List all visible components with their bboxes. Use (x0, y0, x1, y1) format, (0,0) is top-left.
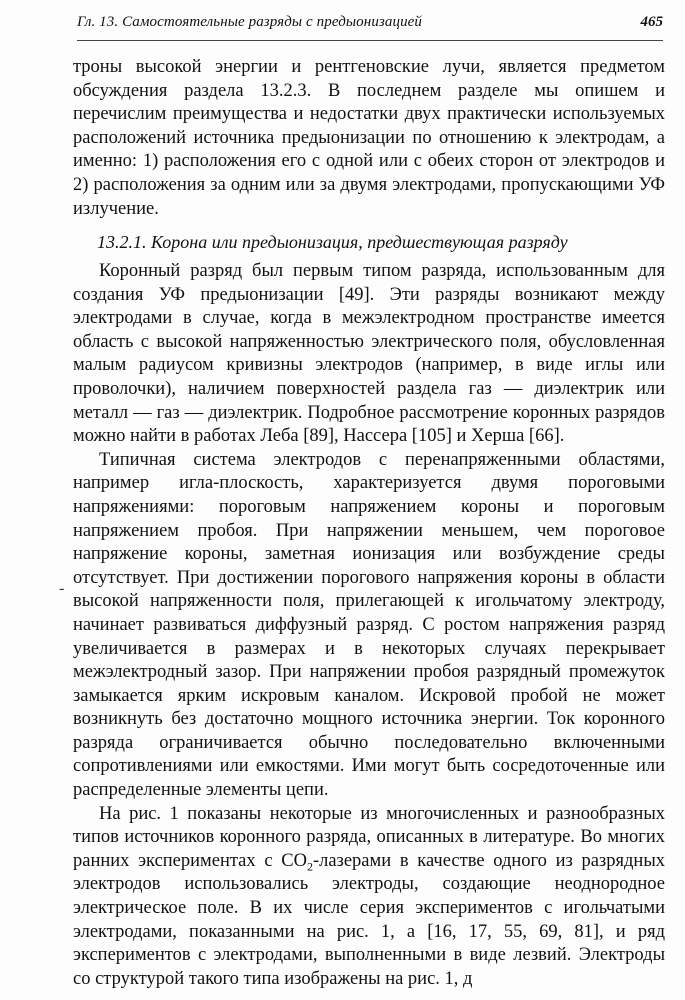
intro-paragraph: троны высокой энергии и рентгеновские лучи, является предметом обсуждения раздела 13.2.3. В последнем разделе мы опишем и перечислим преимущества и недостатки двух практически используемых расположений источника предыонизации по отношению к электродам, а именно: 1) расположения его с одной или с обеих сторон от электродов и 2) расположения за одним или за двумя электродами, пропускающими УФ излучение. (73, 57, 665, 219)
chapter-title: Гл. 13. Самостоятельные разряды с предыонизацией (77, 14, 423, 30)
margin-mark: - (59, 580, 65, 597)
page-number: 465 (640, 14, 663, 30)
intro-text-block (73, 56, 665, 221)
co2-text-part-1: На рис. 1 показаны некоторые из многочисленных и разнообразных типов источников коронного разряда, описанных в литературе. Во многих ранних экспериментах с CO (73, 803, 665, 871)
paragraph-corona-intro: Коронный разряд был первым типом разряда, использованным для создания УФ предыонизации [49]. Эти разряды возникают между электродами в случае, когда в межэлектродном пространстве имеется область с высокой напряженностью электрического поля, обусловленная малым радиусом кривизны электродов (например, в виде иглы или проволочки), наличием поверхностей раздела газ — диэлектрик или металл — газ — диэлектрик. Подробное рассмотрение коронных разрядов можно найти в работах Леба [89], Нассера [105] и Херша [66]. (73, 261, 665, 447)
header-rule (77, 40, 663, 41)
paragraph-figure-reference (73, 803, 665, 992)
co2-subscript: 2 (306, 859, 313, 874)
section-heading: 13.2.1. Корона или предыонизация, предшествующая разряду (97, 232, 568, 252)
running-head (77, 14, 663, 36)
co2-text-part-2: -лазерами в качестве одного из разрядных электродов использовались электроды, создающие неоднородное электрическое поле. В их числе серия экспериментов с игольчатыми электродами, показанными на рис. 1, а [16, 17, 55, 69, 81], и ряд экспериментов с электродами, выполненными в виде лезвий. Электроды со структурой такого типа изображены на рис. 1, д (73, 850, 665, 989)
section-text-block (73, 260, 665, 991)
paragraph-electrode-system: Типичная система электродов с перенапряженными областями, например игла-плоскость, характеризуется двумя пороговыми напряжениями: пороговым напряжением короны и пороговым напряжением пробоя. При напряжении меньшем, чем пороговое напряжение короны, заметная ионизация или возбуждение среды отсутствует. При достижении порогового напряжения короны в области высокой напряженности поля, прилегающей к игольчатому электроду, начинает развиваться диффузный разряд. С ростом напряжения разряд увеличивается в размерах и в некоторых случаях перекрывает межэлектродный зазор. При напряжении пробоя разрядный промежуток замыкается ярким искровым каналом. Искровой пробой не может возникнуть без достаточно мощного источника энергии. Ток коронного разряда ограничивается обычно последовательно включенными сопротивлениями или емкостями. Ими могут быть сосредоточенные или распределенные элементы цепи. (73, 449, 665, 801)
